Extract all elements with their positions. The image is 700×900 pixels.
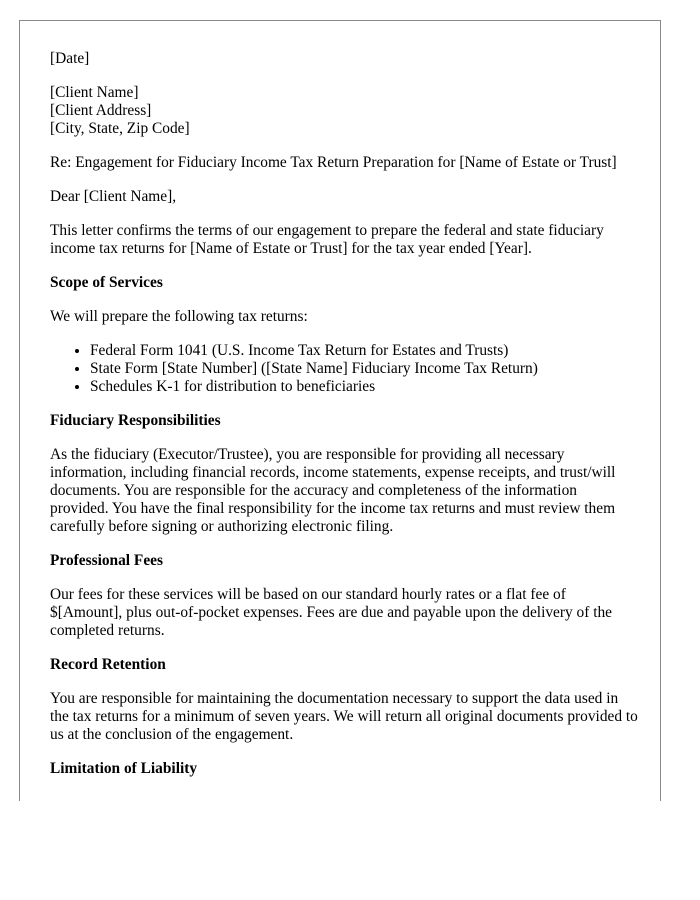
client-name: [Client Name] xyxy=(50,84,139,101)
subject-line: Re: Engagement for Fiduciary Income Tax Return Preparation for [Name of Estate or Trust] xyxy=(50,154,617,171)
list-item: • State Form [State Number] ([State Name] Fiduciary Income Tax Return) xyxy=(90,360,638,378)
client-address: [Client Address] xyxy=(50,102,152,119)
liability-heading: Limitation of Liability xyxy=(50,760,198,777)
scope-heading: Scope of Services xyxy=(50,274,163,291)
scope-intro: We will prepare the following tax returns: xyxy=(50,308,308,325)
list-item: • Federal Form 1041 (U.S. Income Tax Return for Estates and Trusts) xyxy=(90,342,638,360)
responsibilities-paragraph: As the fiduciary (Executor/Trustee), you are responsible for providing all necessary information, including financial records, income statements, expense receipts, and trust/will documents. You are responsible for the accuracy and completeness of the information provided. You have the final responsibility for the income tax returns and must review them carefully before signing or authorizing electronic filing. xyxy=(50,446,616,535)
intro-paragraph: This letter confirms the terms of our engagement to prepare the federal and state fiduciary income tax returns for [Name of Estate or Trust] for the tax year ended [Year]. xyxy=(50,222,604,257)
letter-page xyxy=(19,20,661,801)
retention-paragraph: You are responsible for maintaining the documentation necessary to support the data used in the tax returns for a minimum of seven years. We will return all original documents provided to us at the conclusion of the engagement. xyxy=(50,690,638,743)
responsibilities-heading: Fiduciary Responsibilities xyxy=(50,412,221,429)
letter-date: [Date] xyxy=(50,50,90,67)
fees-heading: Professional Fees xyxy=(50,552,163,569)
salutation: Dear [Client Name], xyxy=(50,188,177,205)
letter-body xyxy=(50,50,638,794)
scope-list xyxy=(50,342,638,396)
client-city-state-zip: [City, State, Zip Code] xyxy=(50,120,190,137)
retention-heading: Record Retention xyxy=(50,656,166,673)
fees-paragraph: Our fees for these services will be based on our standard hourly rates or a flat fee of $[Amount], plus out-of-pocket expenses. Fees are due and payable upon the delivery of the completed returns. xyxy=(50,586,613,639)
list-item: • Schedules K-1 for distribution to beneficiaries xyxy=(90,378,638,396)
recipient-address-block xyxy=(50,84,638,138)
